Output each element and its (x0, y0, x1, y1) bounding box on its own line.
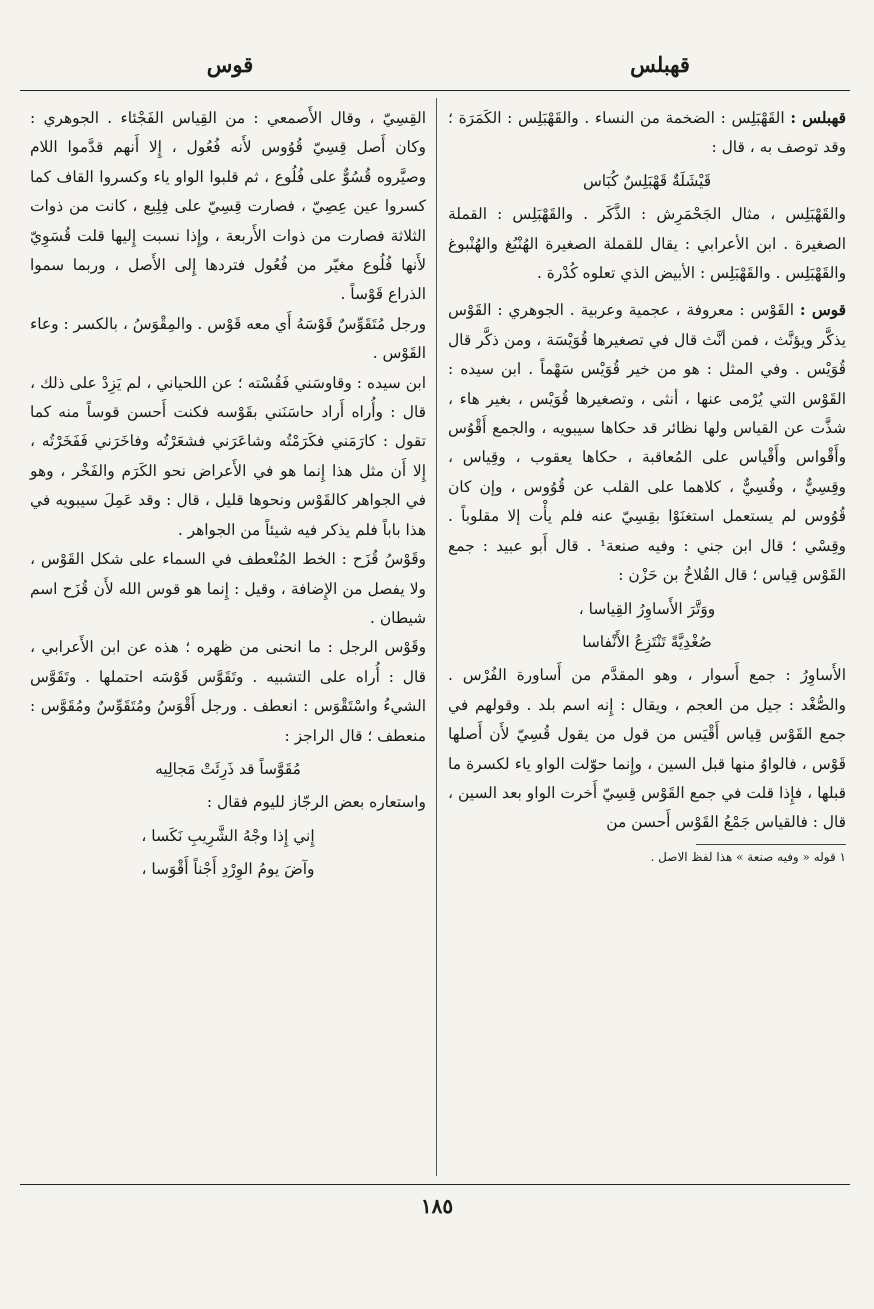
left-column (30, 104, 426, 889)
paragraph: واستعاره بعض الرجّاز لليوم فقال : (206, 793, 426, 812)
column-divider (436, 98, 437, 1176)
footnote: ١ قوله « وفيه صنعة » هذا لفظ الاصل . (650, 849, 846, 864)
entry-qahbalis-paragraph-1 (448, 104, 846, 163)
entry-qaws-paragraph-2: الأَساوِرُ : جمع أَسوار ، وهو المقدَّم من أَساورة الفُرْس . والصُّغْد : جيل من العجم ، ويقال : إِنه اسم بلد . وقولهم في جمع القَوْس قِياس أَقْيَس من قول من يقول قُسِيّ لأَن أَصلها قَوْس ، فالواوُ منها قبل السين ، وإِنما حوّلت الواو ياء لكسرة ما قبلها ، فإِذا قلت في جمع القَوْس قِسِيّ أَخرت الواو بعد السين ، قال : فالقياس جَمْعُ القَوْس أَحسن من (448, 666, 846, 832)
page-number: ١٨٥ (420, 1194, 454, 1218)
paragraph: ابن سيده : وقاوسَني فَقُسْته ؛ عن اللحياني ، لم يَزِدْ على ذلك ، قال : وأُراه أَراد حاسَنَني بقَوْسه فكنت أَحسن قوساً منه كما تقول : كارَمَني فكَرَمْتُه وشاعَرَني فشعَرْتُه وفاخَرَني فَفَخَرْتُه ، إِلا أَن مثل هذا إِنما هو في الأَعراض نحو الكَرَم والفَخْر ، وهو في الجواهر كالقَوْس ونحوها قليل ، قال : وقد عَمِلَ سيبويه في هذا باباً فلم يذكر فيه شيئاً من الجواهر . (30, 373, 426, 539)
entry-headword: قوس : (799, 301, 846, 320)
verse-line: قَيْشَلَةٌ قَهْبَلِسٌ كُبَاس (582, 171, 712, 190)
right-running-header: قهبلس (630, 52, 690, 77)
verse-line: مُقَوَّساً قد ذَرِئَتْ مَجالِيه (155, 759, 301, 778)
entry-qahbalis-paragraph-2: والقَهْبَلِس ، مثال الجَحْمَرِش : الذَّكَر . والقَهْبَلِس : القملة الصغيرة . ابن الأعرابي : يقال للقملة الصغيرة الهُنْبُغ والهُنْبوغ والقَهْبَلِس . والقَهْبَلِس : الأبيض الذي تعلوه كُدْرة . (448, 205, 846, 283)
header-rule (20, 90, 850, 91)
paragraph: القِسِيّ ، وقال الأَصمعي : من القِياس الفَجْئاء . الجوهري : وكان أَصل قِسِيّ قُوُوس لأَنه فُعُول ، إِلا أَنهم قدَّموا اللام وصيَّروه قُسُوٌّ على فُلُوع ، ثم قلبوا الواو ياء وكسروا القاف كما كسروا عين عِصِيّ ، فصارت قِسِيّ على فِلِيع ، كانت من ذوات الثلاثة فصارت من ذوات الأَربعة ، وإِذا نسبت إِليها قلت قُسَوِيّ لأَنها فُلُوع مغيّر من فُعُول فتردها إِلى الأَصل ، وربما سموا الذراع قَوْساً . (30, 109, 426, 304)
left-running-header: قوس (206, 52, 254, 77)
entry-qaws-paragraph-1 (448, 296, 846, 590)
footnote-rule (696, 844, 846, 845)
paragraph: وقَوْس الرجل : ما انحنى من ظهره ؛ هذه عن ابن الأَعرابي ، قال : أُراه على التشبيه . وتَقَوَّس قَوْسَه احتملها . وتَقَوَّس الشيءُ واسْتَقْوَس : انعطف . ورجل أَقْوَسُ ومُتَقَوِّسٌ ومُقَوَّس : منعطف ؛ قال الراجز : (30, 638, 426, 745)
verse-line: إِني إِذا وجْهُ الشَّرِيبِ نَكَسا ، (141, 826, 315, 845)
right-column (448, 104, 846, 867)
entry-headword: قهبلس : (790, 109, 846, 127)
verse-line: وآضَ يومُ الوِرْدِ أَجْناً أَقْوَسا ، (141, 860, 315, 879)
verse-line: صُغْدِيَّةً تَنْتَزِعُ الأَنْفاسا (582, 632, 712, 651)
entry-text: القَوْس : معروفة ، عجمية وعربية . الجوهري : القَوْس يذكَّر ويؤنَّث ، فمن أنَّث قال في تصغيرها قُوَيْسَة ، ومن ذكَّر قال قُوَيْس . وفي المثل : هو من خير قُوَيْس سَهْماً . ابن سيده : القَوْس التي يُرْمى عنها ، أنثى ، وتصغيرها قُوَيْس ، بغير هاء ، شذَّت عن القياس ولها نظائر قد حكاها سيبويه ، والجمع أَقْوُس وأَقْواس وأَقْياس على المُعاقبة ، حكاها يعقوب ، وقِياس ، وقِسِيٌّ ، وقُسِيٌّ ، كلاهما على القلب عن قُوُوس ، وإن كان قُوُوس لم يستعمل استغنَوْا بقِسِيّ عنه فلم يأْت إلا مقلوباً . وقِسْي ؛ قال ابن جني : وفيه صنعة¹ . قال أَبو عبيد : جمع القَوْس قِياس ؛ قال القُلاخُ بن حَزْن : (448, 301, 846, 585)
paragraph: وقَوْسُ قُزَح : الخط المُنْعطف في السماء على شكل القَوْس ، ولا يفصل من الإِضافة ، وقيل : إِنما هو قوس الله لأَن قُزَح اسم شيطان . (30, 550, 426, 627)
entry-text: القَهْبَلِس : الضخمة من النساء . والقَهْبَلِس : الكَمَرَة ؛ وقد توصف به ، قال : (448, 109, 846, 157)
paragraph: ورجل مُتَقَوِّسٌ قَوْسَهُ أَي معه قَوْس . والمِقْوَسُ ، بالكسر : وعاء القَوْس . (30, 314, 426, 363)
footer-rule (20, 1184, 850, 1185)
verse-line: ووَتَّرَ الأَساوِرُ القِياسا ، (578, 599, 716, 618)
